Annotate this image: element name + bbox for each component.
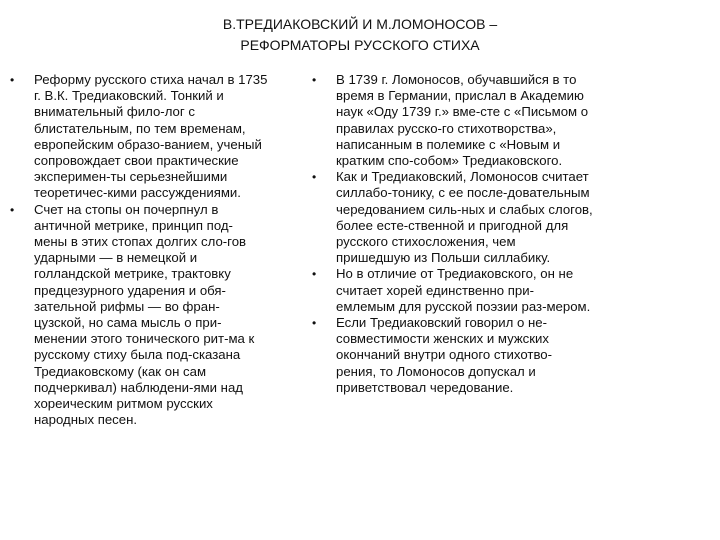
text-line: античной метрике, принцип под- <box>34 217 233 233</box>
text-line: г. В.К. Тредиаковский. Тонкий и <box>34 88 224 104</box>
text-line: написанным в полемике с «Новым и <box>336 136 561 152</box>
text-line: емлемым для русской поэзии раз-мером. <box>336 298 591 314</box>
text-line: Если Тредиаковский говорил о не- <box>336 315 548 331</box>
text-line: сопровождает свои практические <box>34 153 239 169</box>
bullet-item <box>10 202 310 429</box>
text-line: зательной рифмы — во фран- <box>34 298 220 314</box>
text-line: правилах русско-го стихотворства», <box>336 120 557 136</box>
text-line: цузской, но сама мысль о при- <box>34 315 222 331</box>
right-column <box>312 72 716 396</box>
text-line: русскому стиху была под-сказана <box>34 347 241 363</box>
bullet-icon: • <box>10 73 15 87</box>
text-line: рения, то Ломоносов допускал и <box>336 363 536 379</box>
text-line: приветствовал чередование. <box>336 379 514 395</box>
bullet-text <box>336 72 716 169</box>
text-line: чередованием силь-ных и слабых слогов, <box>336 201 593 217</box>
text-line: более есте-ственной и пригодной для <box>336 217 569 233</box>
text-line: мены в этих стопах долгих сло-гов <box>34 234 247 250</box>
text-line: русского стихосложения, чем <box>336 234 516 250</box>
bullet-item <box>312 72 716 169</box>
text-line: время в Германии, прислал в Академию <box>336 88 584 104</box>
bullet-icon: • <box>312 73 317 87</box>
text-line: считает хорей единственно при- <box>336 282 534 298</box>
text-line: эксперимен-ты серьезнейшими <box>34 169 228 185</box>
text-line: внимательный фило-лог с <box>34 104 195 120</box>
text-line: ударными — в немецкой и <box>34 250 198 266</box>
bullet-item <box>312 266 716 315</box>
bullet-text <box>336 315 716 396</box>
bullet-icon: • <box>312 316 317 331</box>
text-line: подчеркивал) наблюдени-ями над <box>34 379 243 395</box>
text-line: В 1739 г. Ломоносов, обучавшийся в то <box>336 72 577 87</box>
title-line-1: В.ТРЕДИАКОВСКИЙ И М.ЛОМОНОСОВ – <box>222 16 498 32</box>
bullet-item <box>10 72 310 202</box>
bullet-text <box>336 169 716 266</box>
text-line: менении этого тонического рит-ма к <box>34 331 255 347</box>
text-line: Реформу русского стиха начал в 1735 <box>34 72 268 87</box>
bullet-icon: • <box>10 202 15 217</box>
text-line: теоретичес-кими рассуждениями. <box>34 185 241 201</box>
text-line: Счет на стопы он почерпнул в <box>34 201 219 217</box>
text-line: наук «Оду 1739 г.» вме-сте с «Письмом о <box>336 104 589 120</box>
text-line: европейским образо-ванием, ученый <box>34 136 262 152</box>
text-line: окончаний внутри одного стихотво- <box>336 347 553 363</box>
bullet-icon: • <box>312 170 317 185</box>
text-line: Но в отличие от Тредиаковского, он не <box>336 266 574 282</box>
title-line-2: РЕФОРМАТОРЫ РУССКОГО СТИХА <box>240 37 480 53</box>
text-line: предцезурного ударения и обя- <box>34 282 226 298</box>
bullet-text <box>34 202 310 429</box>
text-line: хореическим ритмом русских <box>34 396 213 412</box>
text-line: кратким спо-собом» Тредиаковского. <box>336 153 563 169</box>
text-line: Тредиаковскому (как он сам <box>34 363 207 379</box>
text-line: пришедшую из Польши силлабику. <box>336 250 551 266</box>
left-column <box>10 72 310 428</box>
text-line: Как и Тредиаковский, Ломоносов считает <box>336 169 589 185</box>
bullet-icon: • <box>312 267 317 282</box>
text-line: голландской метрике, трактовку <box>34 266 231 282</box>
slide-title <box>0 14 720 56</box>
text-line: силлабо-тонику, с ее после-довательным <box>336 185 590 201</box>
bullet-text <box>34 72 310 202</box>
text-line: блистательным, по тем временам, <box>34 120 246 136</box>
bullet-item <box>312 315 716 396</box>
text-line: народных песен. <box>34 412 138 428</box>
text-line: совместимости женских и мужских <box>336 331 549 347</box>
bullet-item <box>312 169 716 266</box>
bullet-text <box>336 266 716 315</box>
